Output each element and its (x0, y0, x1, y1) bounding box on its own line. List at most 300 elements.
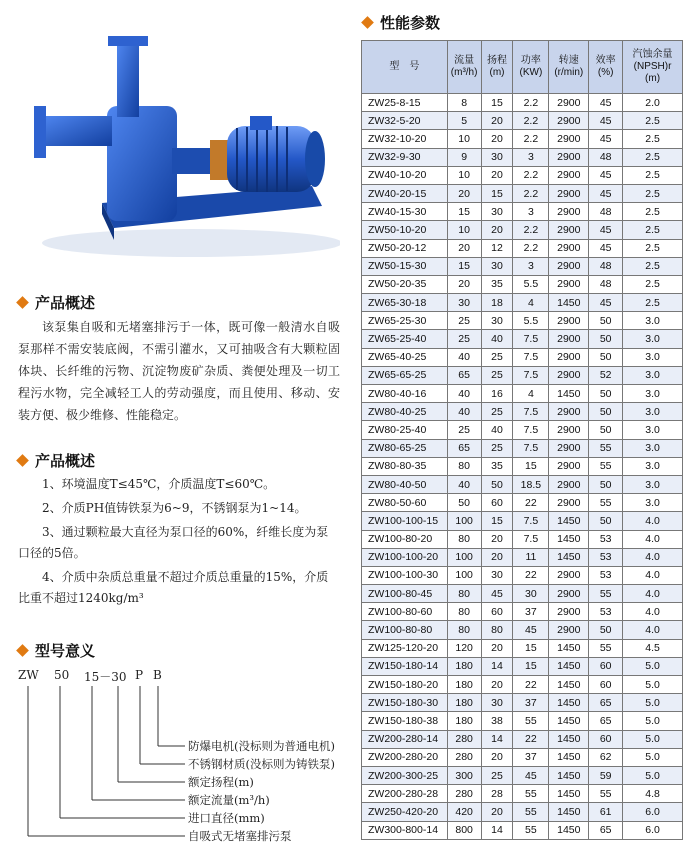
table-cell: 15 (481, 94, 513, 112)
table-cell: 65 (447, 439, 481, 457)
table-cell: 2.5 (623, 166, 683, 184)
table-cell: 280 (447, 748, 481, 766)
table-cell: 2900 (549, 603, 589, 621)
table-cell: ZW200-300-25 (362, 766, 448, 784)
table-cell: 20 (481, 803, 513, 821)
table-cell: 4.5 (623, 639, 683, 657)
table-row (362, 566, 683, 584)
table-row (362, 275, 683, 293)
table-cell: 180 (447, 694, 481, 712)
table-cell: ZW200-280-28 (362, 785, 448, 803)
table-cell: 30 (481, 257, 513, 275)
table-cell: 2900 (549, 403, 589, 421)
table-cell: 45 (589, 294, 623, 312)
table-cell: 40 (447, 403, 481, 421)
diamond-bullet-icon (361, 16, 374, 29)
table-cell: 2.2 (513, 130, 549, 148)
legend-explosion-proof: 防爆电机(没标则为普通电机) (188, 739, 335, 753)
table-cell: 2.2 (513, 239, 549, 257)
legend-head: 额定扬程(m) (188, 775, 254, 789)
table-cell: 1450 (549, 785, 589, 803)
table-cell: 25 (481, 439, 513, 457)
table-cell: 25 (481, 766, 513, 784)
table-cell: ZW80-50-60 (362, 494, 448, 512)
table-cell: 25 (481, 348, 513, 366)
table-row (362, 457, 683, 475)
table-row (362, 712, 683, 730)
table-row (362, 148, 683, 166)
table-row (362, 385, 683, 403)
table-cell: 18 (481, 294, 513, 312)
table-row (362, 366, 683, 384)
table-cell: 40 (447, 348, 481, 366)
table-cell: 50 (589, 330, 623, 348)
table-cell: 1450 (549, 748, 589, 766)
model-code-zw: ZW (18, 668, 39, 682)
table-row (362, 785, 683, 803)
table-cell: 2900 (549, 439, 589, 457)
table-row (362, 330, 683, 348)
table-row (362, 494, 683, 512)
model-code-b: B (153, 668, 162, 682)
table-cell: 4.0 (623, 603, 683, 621)
header-flow: 流量 (m³/h) (447, 41, 481, 94)
table-cell: ZW300-800-14 (362, 821, 448, 839)
table-cell: 11 (513, 548, 549, 566)
table-cell: ZW150-180-20 (362, 676, 448, 694)
table-row (362, 475, 683, 493)
table-row (362, 748, 683, 766)
table-cell: 20 (447, 184, 481, 202)
table-cell: 60 (481, 603, 513, 621)
table-cell: 59 (589, 766, 623, 784)
overview-title-text: 产品概述 (35, 294, 96, 312)
table-cell: 100 (447, 548, 481, 566)
model-code-flow-head: 15－30 (84, 670, 127, 684)
table-row (362, 548, 683, 566)
table-cell: 48 (589, 257, 623, 275)
table-cell: 7.5 (513, 366, 549, 384)
table-cell: 3.0 (623, 330, 683, 348)
table-cell: 20 (447, 275, 481, 293)
table-cell: 22 (513, 676, 549, 694)
table-row (362, 821, 683, 839)
table-row (362, 94, 683, 112)
table-cell: 20 (481, 130, 513, 148)
table-cell: 16 (481, 385, 513, 403)
table-cell: 45 (589, 94, 623, 112)
table-cell: 20 (481, 548, 513, 566)
header-speed: 转速 (r/min) (549, 41, 589, 94)
table-cell: 50 (589, 475, 623, 493)
table-cell: 7.5 (513, 530, 549, 548)
table-row (362, 730, 683, 748)
table-cell: ZW100-80-45 (362, 585, 448, 603)
table-cell: ZW100-80-20 (362, 530, 448, 548)
table-cell: 3 (513, 257, 549, 275)
table-cell: 420 (447, 803, 481, 821)
table-cell: 800 (447, 821, 481, 839)
table-cell: 28 (481, 785, 513, 803)
table-cell: 10 (447, 130, 481, 148)
table-cell: 45 (589, 239, 623, 257)
table-cell: 20 (447, 239, 481, 257)
condition-item: 3、通过颗粒最大直径为泵口径的60%，纤维长度为泵口径的5倍。 (18, 525, 329, 560)
table-cell: 1450 (549, 385, 589, 403)
header-power: 功率 (KW) (513, 41, 549, 94)
table-cell: 52 (589, 366, 623, 384)
table-cell: ZW50-20-12 (362, 239, 448, 257)
table-cell: 2900 (549, 457, 589, 475)
table-cell: 15 (481, 184, 513, 202)
table-cell: 60 (589, 657, 623, 675)
table-cell: 55 (589, 585, 623, 603)
table-row (362, 676, 683, 694)
table-cell: 7.5 (513, 330, 549, 348)
table-cell: 18.5 (513, 475, 549, 493)
table-cell: 15 (447, 257, 481, 275)
header-npsh: 汽蚀余量 (NPSH)r (m) (623, 41, 683, 94)
table-cell: 45 (589, 221, 623, 239)
table-cell: 5.0 (623, 766, 683, 784)
table-cell: 1450 (549, 512, 589, 530)
table-cell: 15 (513, 657, 549, 675)
table-cell: 45 (589, 166, 623, 184)
table-cell: 12 (481, 239, 513, 257)
table-cell: 15 (481, 512, 513, 530)
table-cell: 62 (589, 748, 623, 766)
table-cell: ZW100-80-80 (362, 621, 448, 639)
table-cell: ZW65-40-25 (362, 348, 448, 366)
table-cell: 1450 (549, 694, 589, 712)
table-cell: 3.0 (623, 348, 683, 366)
table-cell: 3 (513, 203, 549, 221)
table-cell: ZW32-9-30 (362, 148, 448, 166)
table-cell: 1450 (549, 530, 589, 548)
table-cell: 1450 (549, 803, 589, 821)
table-cell: ZW25-8-15 (362, 94, 448, 112)
table-cell: 1450 (549, 766, 589, 784)
table-cell: 280 (447, 730, 481, 748)
table-row (362, 184, 683, 202)
table-row (362, 585, 683, 603)
table-cell: 1450 (549, 730, 589, 748)
table-cell: 2.5 (623, 257, 683, 275)
table-cell: ZW80-40-50 (362, 475, 448, 493)
table-cell: 4.0 (623, 621, 683, 639)
table-cell: ZW125-120-20 (362, 639, 448, 657)
table-cell: 2900 (549, 203, 589, 221)
table-cell: 20 (481, 221, 513, 239)
table-cell: 2.5 (623, 112, 683, 130)
table-cell: 38 (481, 712, 513, 730)
table-cell: 25 (481, 403, 513, 421)
table-cell: 30 (481, 148, 513, 166)
table-cell: 4.0 (623, 585, 683, 603)
table-cell: 80 (447, 603, 481, 621)
legend-stainless: 不锈钢材质(没标则为铸铁泵) (188, 757, 335, 771)
table-row (362, 421, 683, 439)
table-cell: ZW100-80-60 (362, 603, 448, 621)
table-cell: 55 (589, 785, 623, 803)
table-row (362, 512, 683, 530)
conditions-title-text: 产品概述 (35, 452, 96, 470)
table-cell: 40 (481, 421, 513, 439)
table-cell: 1450 (549, 676, 589, 694)
table-cell: 40 (447, 475, 481, 493)
table-cell: 100 (447, 566, 481, 584)
table-cell: 3.0 (623, 475, 683, 493)
table-cell: 2.5 (623, 148, 683, 166)
table-cell: 180 (447, 657, 481, 675)
table-cell: 30 (481, 203, 513, 221)
table-cell: 14 (481, 657, 513, 675)
table-cell: 2900 (549, 184, 589, 202)
header-model: 型 号 (362, 41, 448, 94)
table-cell: 55 (589, 639, 623, 657)
table-cell: 65 (589, 821, 623, 839)
table-cell: ZW200-280-14 (362, 730, 448, 748)
table-cell: 30 (447, 294, 481, 312)
table-cell: 65 (589, 712, 623, 730)
table-cell: 35 (481, 457, 513, 475)
table-cell: 5.0 (623, 676, 683, 694)
table-cell: 25 (481, 366, 513, 384)
legend-flow: 额定流量(m³/h) (188, 793, 270, 807)
table-row (362, 657, 683, 675)
table-cell: 7.5 (513, 439, 549, 457)
table-cell: 2.2 (513, 94, 549, 112)
table-cell: 80 (447, 621, 481, 639)
table-cell: 53 (589, 603, 623, 621)
legend-pump-type: 自吸式无堵塞排污泵 (188, 829, 292, 843)
header-efficiency: 效率 (%) (589, 41, 623, 94)
table-cell: 40 (447, 385, 481, 403)
table-cell: 180 (447, 712, 481, 730)
model-code-inlet: 50 (54, 668, 70, 682)
table-cell: 4 (513, 385, 549, 403)
table-cell: 10 (447, 166, 481, 184)
table-row (362, 803, 683, 821)
table-cell: 8 (447, 94, 481, 112)
table-cell: 22 (513, 730, 549, 748)
table-cell: 3.0 (623, 439, 683, 457)
table-cell: 22 (513, 494, 549, 512)
table-cell: ZW150-180-30 (362, 694, 448, 712)
table-cell: 2900 (549, 94, 589, 112)
table-cell: 20 (481, 676, 513, 694)
table-cell: 40 (481, 330, 513, 348)
table-cell: 2900 (549, 112, 589, 130)
table-cell: 3.0 (623, 494, 683, 512)
table-cell: 3.0 (623, 421, 683, 439)
table-cell: 280 (447, 785, 481, 803)
table-cell: 65 (589, 694, 623, 712)
table-cell: 2900 (549, 130, 589, 148)
table-cell: 3.0 (623, 403, 683, 421)
table-cell: 3.0 (623, 312, 683, 330)
table-row (362, 112, 683, 130)
table-body (362, 94, 683, 840)
table-cell: 53 (589, 530, 623, 548)
table-cell: 55 (513, 785, 549, 803)
table-cell: 9 (447, 148, 481, 166)
table-cell: 5.0 (623, 657, 683, 675)
table-cell: 5.0 (623, 730, 683, 748)
table-cell: 20 (481, 166, 513, 184)
table-cell: 30 (481, 312, 513, 330)
condition-item: 1、环境温度T≤45℃，介质温度T≤60℃。 (42, 477, 276, 491)
table-cell: 14 (481, 821, 513, 839)
table-cell: 2900 (549, 221, 589, 239)
table-cell: 25 (447, 330, 481, 348)
table-cell: 6.0 (623, 821, 683, 839)
table-cell: 2.5 (623, 184, 683, 202)
table-cell: 45 (513, 766, 549, 784)
table-cell: 2.2 (513, 166, 549, 184)
table-cell: ZW100-100-20 (362, 548, 448, 566)
table-cell: 5.0 (623, 748, 683, 766)
performance-title-text: 性能参数 (380, 14, 441, 32)
table-cell: ZW40-20-15 (362, 184, 448, 202)
table-cell: ZW65-65-25 (362, 366, 448, 384)
model-code-p: P (135, 668, 144, 682)
table-cell: 60 (481, 494, 513, 512)
table-cell: 4.0 (623, 512, 683, 530)
table-cell: 25 (447, 421, 481, 439)
table-cell: ZW200-280-20 (362, 748, 448, 766)
table-cell: ZW50-10-20 (362, 221, 448, 239)
table-cell: 48 (589, 148, 623, 166)
table-cell: ZW50-15-30 (362, 257, 448, 275)
table-cell: 45 (589, 112, 623, 130)
table-cell: 20 (481, 639, 513, 657)
table-cell: 2.2 (513, 184, 549, 202)
table-cell: 2900 (549, 312, 589, 330)
table-cell: ZW250-420-20 (362, 803, 448, 821)
table-cell: 2900 (549, 166, 589, 184)
table-cell: 3 (513, 148, 549, 166)
table-cell: 80 (447, 585, 481, 603)
table-cell: 37 (513, 603, 549, 621)
model-title-text: 型号意义 (35, 642, 96, 660)
table-row (362, 348, 683, 366)
table-cell: 7.5 (513, 512, 549, 530)
table-cell: 3.0 (623, 366, 683, 384)
table-cell: ZW65-30-18 (362, 294, 448, 312)
table-cell: 2.5 (623, 221, 683, 239)
table-row (362, 239, 683, 257)
table-cell: 45 (589, 184, 623, 202)
table-cell: 50 (589, 403, 623, 421)
table-cell: 2.5 (623, 239, 683, 257)
table-cell: 55 (513, 803, 549, 821)
table-row (362, 166, 683, 184)
table-row (362, 639, 683, 657)
table-cell: 80 (481, 621, 513, 639)
table-cell: 14 (481, 730, 513, 748)
table-cell: 30 (481, 566, 513, 584)
table-row (362, 439, 683, 457)
table-cell: ZW40-10-20 (362, 166, 448, 184)
header-head: 扬程 (m) (481, 41, 513, 94)
table-cell: 5.5 (513, 275, 549, 293)
table-cell: 4.0 (623, 530, 683, 548)
table-cell: 300 (447, 766, 481, 784)
table-cell: 2900 (549, 257, 589, 275)
table-row (362, 766, 683, 784)
table-cell: 30 (481, 694, 513, 712)
table-row (362, 530, 683, 548)
table-cell: 53 (589, 566, 623, 584)
table-row (362, 603, 683, 621)
table-cell: 3.0 (623, 457, 683, 475)
table-cell: 80 (447, 457, 481, 475)
table-cell: 1450 (549, 639, 589, 657)
table-cell: 50 (589, 421, 623, 439)
table-cell: 1450 (549, 294, 589, 312)
table-cell: 50 (589, 621, 623, 639)
table-cell: ZW65-25-40 (362, 330, 448, 348)
table-cell: 65 (447, 366, 481, 384)
table-cell: ZW100-100-15 (362, 512, 448, 530)
table-cell: 45 (589, 130, 623, 148)
table-cell: 2900 (549, 585, 589, 603)
table-cell: 2900 (549, 330, 589, 348)
table-cell: 55 (513, 712, 549, 730)
table-cell: 50 (589, 312, 623, 330)
table-header-row (362, 41, 683, 94)
table-cell: 2.5 (623, 294, 683, 312)
table-row (362, 257, 683, 275)
table-cell: 7.5 (513, 348, 549, 366)
table-cell: 60 (589, 730, 623, 748)
table-cell: 25 (447, 312, 481, 330)
table-cell: 20 (481, 112, 513, 130)
table-cell: 50 (589, 512, 623, 530)
table-cell: ZW40-15-30 (362, 203, 448, 221)
table-cell: 5.0 (623, 712, 683, 730)
table-cell: 15 (447, 203, 481, 221)
table-cell: 37 (513, 694, 549, 712)
table-cell: 4 (513, 294, 549, 312)
table-cell: ZW32-10-20 (362, 130, 448, 148)
table-cell: 45 (481, 585, 513, 603)
table-row (362, 221, 683, 239)
table-cell: ZW80-40-25 (362, 403, 448, 421)
table-cell: 100 (447, 512, 481, 530)
table-row (362, 203, 683, 221)
table-cell: 120 (447, 639, 481, 657)
table-cell: 55 (589, 494, 623, 512)
table-cell: 1450 (549, 548, 589, 566)
table-cell: ZW32-5-20 (362, 112, 448, 130)
table-cell: 2900 (549, 421, 589, 439)
table-cell: 35 (481, 275, 513, 293)
table-cell: 2900 (549, 494, 589, 512)
condition-item: 4、介质中杂质总重量不超过介质总重量的15%，介质比重不超过1240kg/m³ (18, 570, 329, 605)
condition-item: 2、介质PH值铸铁泵为6~9，不锈钢泵为1~14。 (42, 501, 307, 515)
table-cell: 7.5 (513, 403, 549, 421)
table-cell: 2900 (549, 566, 589, 584)
table-cell: ZW65-25-30 (362, 312, 448, 330)
table-cell: 2.0 (623, 94, 683, 112)
table-cell: 1450 (549, 657, 589, 675)
table-cell: 55 (513, 821, 549, 839)
table-cell: 45 (513, 621, 549, 639)
table-cell: 50 (447, 494, 481, 512)
performance-table (361, 40, 683, 840)
